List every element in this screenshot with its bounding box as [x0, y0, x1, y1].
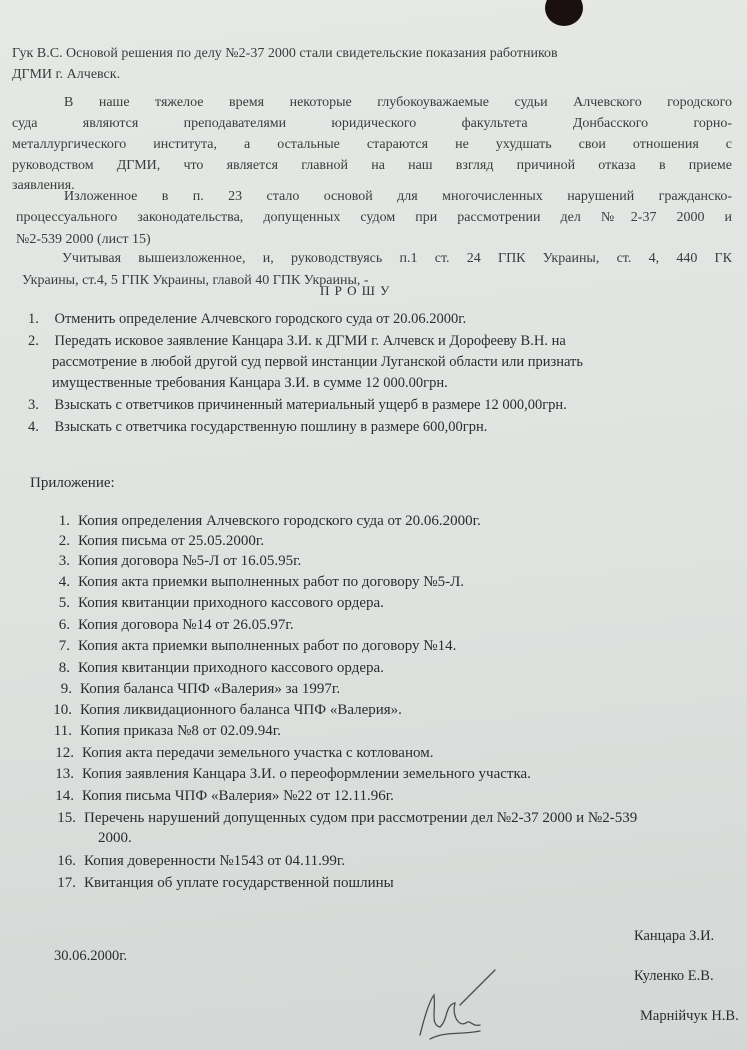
attachment-text: Копия квитанции приходного кассового ордера.: [78, 660, 384, 676]
attachment-text: Копия письма ЧПФ «Валерия» №22 от 12.11.96г.: [82, 788, 394, 804]
attachment-number: 16.: [57, 853, 76, 869]
attachment-text: Копия договора №5-Л от 16.05.95г.: [78, 553, 302, 569]
attachment-text: Копия доверенности №1543 от 04.11.99г.: [84, 853, 346, 869]
attachment-item: [44, 552, 301, 570]
request-text: Взыскать с ответчиков причиненный материальный ущерб в размере 12 000,00грн.: [54, 397, 567, 413]
attachment-text: Квитанция об уплате государственной пошлины: [84, 875, 394, 891]
request-number: 4.: [28, 419, 39, 435]
attachment-item: [46, 701, 402, 719]
request-text: рассмотрение в любой другой суд первой инстанции Луганской области или признать: [52, 354, 583, 370]
attachment-item: [50, 874, 394, 892]
attachment-number: 9.: [60, 681, 72, 697]
attachment-item: [44, 594, 384, 612]
attachment-number: 13.: [55, 766, 74, 782]
attachment-text: Копия приказа №8 от 02.09.94г.: [80, 723, 281, 739]
attachment-item: [44, 616, 294, 634]
attachment-number: 15.: [57, 810, 76, 826]
attachment-number: 17.: [57, 875, 76, 891]
attachment-text: Копия заявления Канцара З.И. о переоформлении земельного участка.: [82, 766, 531, 782]
attachment-item: [44, 573, 464, 591]
attachment-number: 5.: [58, 595, 70, 611]
attachment-number: 3.: [58, 553, 70, 569]
request-text: Передать исковое заявление Канцара З.И. к ДГМИ г. Алчевск и Дорофееву В.Н. на: [54, 333, 566, 349]
attachment-text: Копия баланса ЧПФ «Валерия» за 1997г.: [80, 681, 341, 697]
intro-line: заявления.: [12, 178, 75, 193]
attachment-number: 6.: [58, 617, 70, 633]
intro-line: №2-539 2000 (лист 15): [16, 232, 151, 247]
request-heading: П Р О Ш У: [320, 283, 391, 298]
request-item: [28, 418, 487, 436]
attachment-number: 7.: [58, 638, 70, 654]
request-text: Отменить определение Алчевского городского суда от 20.06.2000г.: [54, 311, 467, 327]
intro-line: руководством ДГМИ, что является главной на наш взгляд причиной отказа в приеме: [12, 158, 732, 173]
attachment-item: [44, 637, 456, 655]
attachment-item: [50, 852, 345, 870]
attachment-item: [50, 809, 745, 827]
request-text: имущественные требования Канцара З.И. в сумме 12 000.00грн.: [52, 375, 448, 391]
intro-line: процессуального законодательства, допущенных судом при рассмотрении дел №2-37 2000 и: [16, 210, 732, 225]
request-item: [28, 396, 567, 414]
attachment-text: Копия ликвидационного баланса ЧПФ «Валерия».: [80, 702, 402, 718]
signatory-name: Канцара З.И.: [634, 928, 715, 944]
attachment-text: Копия квитанции приходного кассового ордера.: [78, 595, 384, 611]
attachment-text: Копия письма от 25.05.2000г.: [78, 533, 265, 549]
intro-line: металлургического института, а остальные стараются не ухудшать свои отношения с: [12, 137, 732, 152]
intro-line: Украины, ст.4, 5 ГПК Украины, главой 40 ГПК Украины, -: [22, 273, 369, 288]
intro-line: суда являются преподавателями юридического факультета Донбасского горно-: [12, 116, 732, 131]
attachment-item: [48, 787, 394, 805]
request-number: 1.: [28, 311, 39, 327]
attachment-text: Копия договора №14 от 26.05.97г.: [78, 617, 294, 633]
attachment-number: 10.: [53, 702, 72, 718]
attachment-item: [46, 722, 281, 740]
request-number: 3.: [28, 397, 39, 413]
request-text: Взыскать с ответчика государственную пошлину в размере 600,00грн.: [54, 419, 488, 435]
handwritten-signature: [400, 965, 510, 1045]
attachment-item: [44, 659, 384, 677]
attachment-number: 2.: [58, 533, 70, 549]
attachments-title: Приложение:: [30, 475, 115, 491]
signatory-name: Куленко Е.В.: [634, 968, 714, 984]
attachment-item: [48, 744, 433, 762]
signatory-name: Марнійчук Н.В.: [640, 1008, 739, 1024]
attachment-text: Копия акта передачи земельного участка с котлованом.: [82, 745, 434, 761]
attachment-number: 1.: [58, 513, 70, 529]
intro-line: Гук В.С. Основой решения по делу №2-37 2000 стали свидетельские показания работников: [12, 46, 558, 61]
intro-line: Изложенное в п. 23 стало основой для многочисленных нарушений гражданско-: [64, 189, 732, 204]
intro-line: В наше тяжелое время некоторые глубокоуважаемые судьи Алчевского городского: [64, 95, 732, 110]
document-date: 30.06.2000г.: [54, 948, 128, 964]
attachment-item: [46, 680, 340, 698]
attachment-number: 11.: [53, 723, 72, 739]
attachment-text: Перечень нарушений допущенных судом при рассмотрении дел №2-37 2000 и №2-539: [84, 810, 638, 826]
attachment-item: [44, 512, 481, 530]
intro-line: Учитывая вышеизложенное, и, руководствуясь п.1 ст. 24 ГПК Украины, ст. 4, 440 ГК: [62, 251, 732, 266]
attachment-item: [48, 765, 531, 783]
attachment-item: [44, 532, 264, 550]
ink-blot: [545, 0, 583, 26]
intro-line: ДГМИ г. Алчевск.: [12, 67, 121, 82]
attachment-number: 8.: [58, 660, 70, 676]
request-number: 2.: [28, 333, 39, 349]
attachment-number: 4.: [58, 574, 70, 590]
attachment-continuation: 2000.: [98, 830, 132, 846]
request-item: [28, 310, 728, 328]
attachment-number: 12.: [55, 745, 74, 761]
request-item: [28, 332, 728, 350]
attachment-text: Копия акта приемки выполненных работ по договору №14.: [78, 638, 457, 654]
attachment-text: Копия определения Алчевского городского суда от 20.06.2000г.: [78, 513, 481, 529]
attachment-number: 14.: [55, 788, 74, 804]
attachment-text: Копия акта приемки выполненных работ по договору №5-Л.: [78, 574, 465, 590]
